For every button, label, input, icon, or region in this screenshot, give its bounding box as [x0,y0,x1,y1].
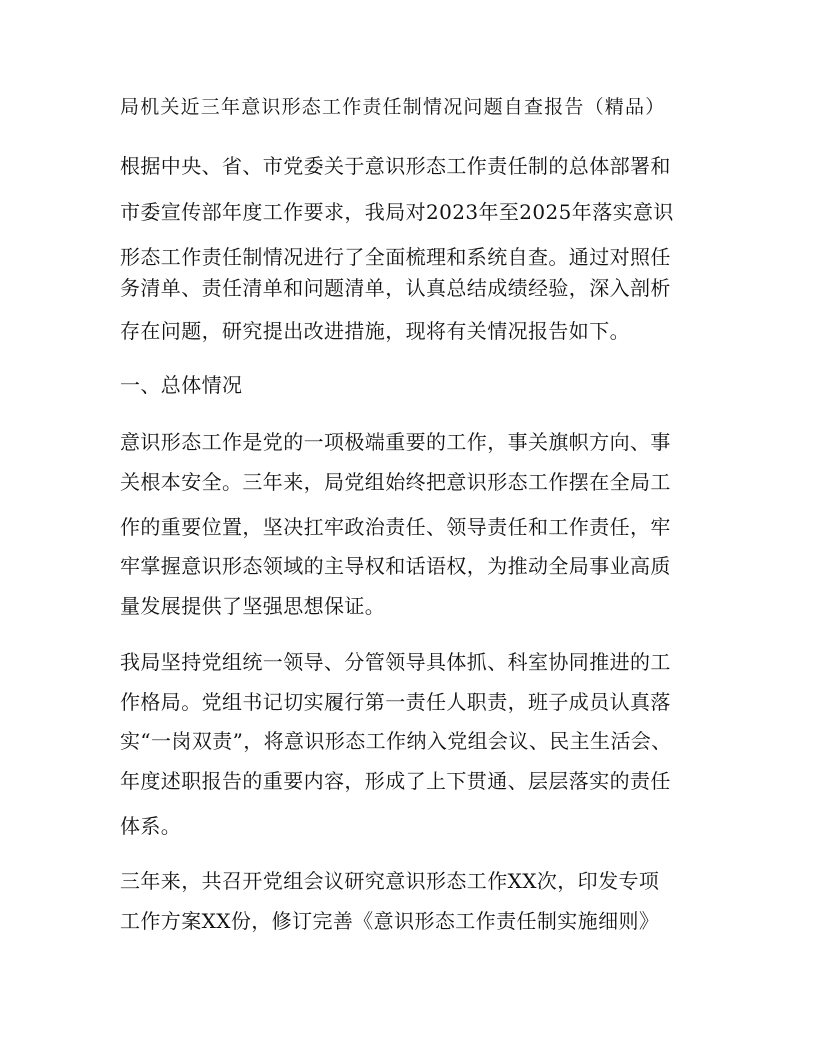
paragraph-1-line-1: 根据中央、省、市党委关于意识形态工作责任制的总体部署和 [120,154,671,178]
paragraph-4-line-4: 年度述职报告的重要内容，形成了上下贯通、层层落实的责任 [120,769,671,793]
paragraph-3-line-3: 作的重要位置，坚决扛牢政治责任、领导责任和工作责任，牢 [120,515,671,539]
paragraph-4-line-1: 我局坚持党组统一领导、分管领导具体抓、科室协同推进的工 [120,650,671,674]
paragraph-5-line-2: 工作方案XX份，修订完善《意识形态工作责任制实施细则》 [120,909,660,933]
paragraph-3-line-1: 意识形态工作是党的一项极端重要的工作，事关旗帜方向、事 [120,430,671,454]
paragraph-1-line-2: 市委宣传部年度工作要求，我局对2023年至2025年落实意识 [120,200,674,224]
paragraph-3-line-2: 关根本安全。三年来，局党组始终把意识形态工作摆在全局工 [120,470,671,494]
paragraph-1-line-4: 务清单、责任清单和问题清单，认真总结成绩经验，深入剖析 [120,276,671,300]
paragraph-3-line-5: 量发展提供了坚强思想保证。 [120,594,386,618]
paragraph-1-line-5: 存在问题，研究提出改进措施，现将有关情况报告如下。 [120,319,630,343]
paragraph-3-line-4: 牢掌握意识形态领域的主导权和话语权，为推动全局事业高质 [120,554,671,578]
document-title: 局机关近三年意识形态工作责任制情况问题自查报告（精品） [120,96,666,118]
section-heading-overall: 一、总体情况 [120,373,243,397]
paragraph-4-line-5: 体系。 [120,814,182,838]
paragraph-5-line-1: 三年来，共召开党组会议研究意识形态工作XX次，印发专项 [120,869,660,893]
paragraph-4-line-2: 作格局。党组书记切实履行第一责任人职责，班子成员认真落 [120,690,671,714]
paragraph-1-line-3: 形态工作责任制情况进行了全面梳理和系统自查。通过对照任 [120,245,671,269]
paragraph-4-line-3: 实“一岗双责”，将意识形态工作纳入党组会议、民主生活会、 [120,729,672,753]
